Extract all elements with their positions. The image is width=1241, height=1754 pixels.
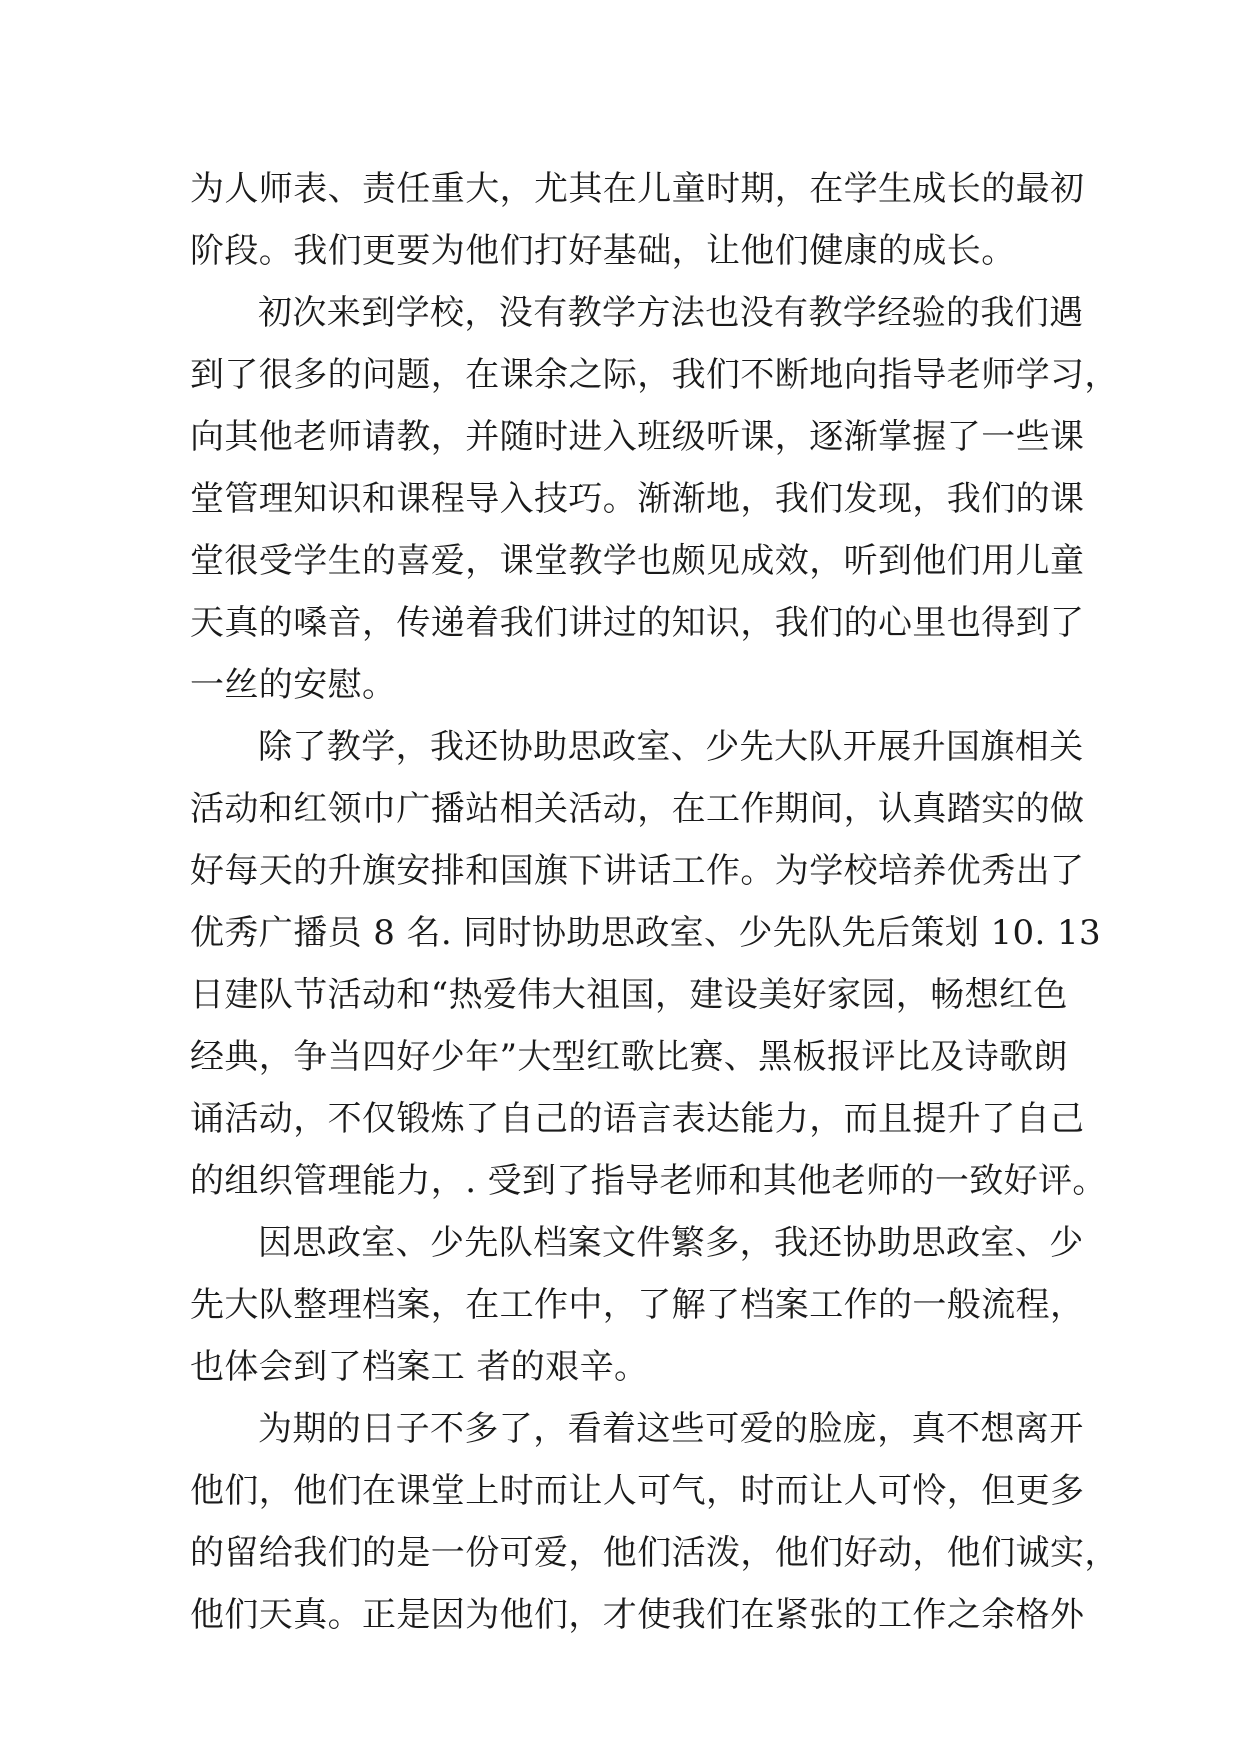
text-line: 一丝的安慰。 [190,665,397,705]
text-line: 也体会到了档案工 者的艰辛。 [190,1347,649,1387]
text-line: 到了很多的问题，在课余之际，我们不断地向指导老师学习， [190,355,1119,395]
text-line: 为期的日子不多了，看着这些可爱的脸庞，真不想离开 [258,1409,1084,1449]
text-line: 堂管理知识和课程导入技巧。渐渐地，我们发现，我们的课 [190,479,1085,519]
text-line: 堂很受学生的喜爱，课堂教学也颇见成效，听到他们用儿童 [190,541,1085,581]
text-line: 因思政室、少先队档案文件繁多，我还协助思政室、少 [258,1223,1084,1263]
text-line: 好每天的升旗安排和国旗下讲话工作。为学校培养优秀出了 [190,851,1085,891]
text-line: 日建队节活动和“热爱伟大祖国，建设美好家园，畅想红色 [190,975,1068,1015]
text-line: 阶段。我们更要为他们打好基础，让他们健康的成长。 [190,231,1016,271]
text-line: 的组织管理能力，. 受到了指导老师和其他老师的一致好评。 [190,1161,1107,1201]
text-line: 诵活动，不仅锻炼了自己的语言表达能力，而且提升了自己 [190,1099,1085,1139]
text-line: 天真的嗓音，传递着我们讲过的知识，我们的心里也得到了 [190,603,1085,643]
text-line: 他们天真。正是因为他们，才使我们在紧张的工作之余格外 [190,1595,1085,1635]
text-line: 先大队整理档案，在工作中，了解了档案工作的一般流程， [190,1285,1085,1325]
text-line: 向其他老师请教，并随时进入班级听课，逐渐掌握了一些课 [190,417,1085,457]
text-line: 活动和红领巾广播站相关活动，在工作期间，认真踏实的做 [190,789,1085,829]
text-line: 经典，争当四好少年”大型红歌比赛、黑板报评比及诗歌朗 [190,1037,1068,1077]
body-text [190,158,1119,1646]
text-line: 除了教学，我还协助思政室、少先大队开展升国旗相关 [258,727,1084,767]
text-line: 初次来到学校，没有教学方法也没有教学经验的我们遇 [258,293,1084,333]
text-line: 为人师表、责任重大，尤其在儿童时期，在学生成长的最初 [190,169,1085,209]
text-line: 他们，他们在课堂上时而让人可气，时而让人可怜，但更多 [190,1471,1085,1511]
text-line: 的留给我们的是一份可爱，他们活泼，他们好动，他们诚实， [190,1533,1119,1573]
text-line: 优秀广播员 8 名. 同时协助思政室、少先队先后策划 10. 13 [190,913,1102,953]
